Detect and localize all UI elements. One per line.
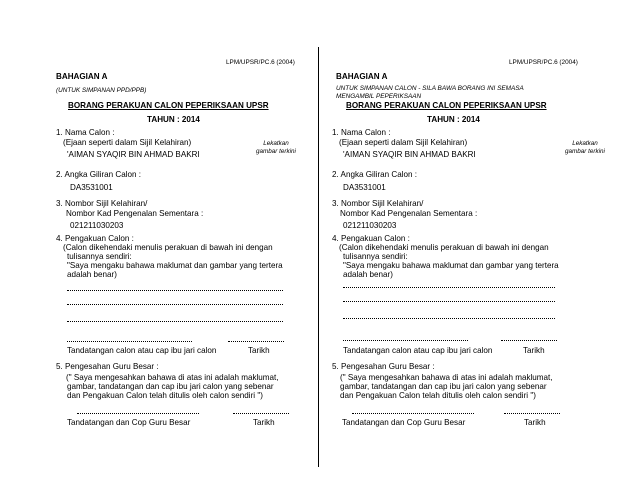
candidate-name-label: 1. Nama Calon : — [332, 128, 391, 137]
birth-cert-label-2: Nombor Kad Pengenalan Sementara : — [340, 209, 478, 218]
candidate-name-value: 'AIMAN SYAQIR BIN AHMAD BAKRI — [343, 150, 476, 159]
declaration-instruction: tulisannya sendiri: — [67, 252, 132, 261]
index-number-label: 2. Angka Giliran Calon : — [56, 170, 142, 179]
candidate-name-note: (Ejaan seperti dalam Sijil Kelahiran) — [339, 138, 468, 147]
photo-placeholder-line: gambar terkini — [256, 148, 296, 155]
candidate-date-line[interactable] — [501, 340, 557, 341]
declaration-writing-line[interactable] — [67, 304, 283, 305]
form-ppd-copy — [0, 0, 310, 493]
exam-year: TAHUN : 2014 — [147, 115, 200, 124]
birth-cert-label-2: Nombor Kad Pengenalan Sementara : — [66, 209, 204, 218]
purpose-note: UNTUK SIMPANAN CALON - SILA BAWA BORANG INI SEMASA — [336, 85, 524, 92]
candidate-name-label: 1. Nama Calon : — [56, 128, 115, 137]
headmaster-date-line[interactable] — [233, 413, 289, 414]
verification-text: (" Saya mengesahkan bahawa di atas ini adalah maklumat, — [66, 373, 279, 382]
candidate-name-note: (Ejaan seperti dalam Sijil Kelahiran) — [63, 138, 192, 147]
declaration-writing-line[interactable] — [343, 318, 555, 319]
headmaster-signature-line[interactable] — [77, 413, 199, 414]
page-divider — [318, 47, 319, 467]
declaration-instruction: tulisannya sendiri: — [343, 252, 408, 261]
declaration-instruction: "Saya mengaku bahawa maklumat dan gambar yang tertera — [343, 261, 559, 270]
purpose-note: (UNTUK SIMPANAN PPD/PPB) — [56, 87, 147, 94]
declaration-writing-line[interactable] — [67, 321, 283, 322]
index-number-value: DA3531001 — [343, 183, 386, 192]
headmaster-verification-label: 5. Pengesahan Guru Besar : — [332, 362, 435, 371]
verification-text: gambar, tandatangan dan cap ibu jari calon yang sebenar — [340, 382, 547, 391]
headmaster-signature-caption: Tandatangan dan Cop Guru Besar — [67, 418, 191, 427]
candidate-signature-caption: Tandatangan calon atau cap ibu jari calon — [343, 346, 493, 355]
candidate-signature-line[interactable] — [343, 340, 468, 341]
purpose-note: MENGAMBIL PEPERIKSAAN — [336, 93, 422, 100]
exam-year: TAHUN : 2014 — [427, 115, 480, 124]
candidate-declaration-label: 4. Pengakuan Calon : — [56, 234, 134, 243]
declaration-instruction: "Saya mengaku bahawa maklumat dan gambar yang tertera — [67, 261, 283, 270]
headmaster-signature-line[interactable] — [352, 413, 474, 414]
index-number-value: DA3531001 — [70, 183, 113, 192]
verification-text: dan Pengakuan Calon telah ditulis oleh calon sendiri ") — [340, 391, 536, 400]
birth-cert-label: 3. Nombor Sijil Kelahiran/ — [56, 199, 148, 208]
headmaster-signature-caption: Tandatangan dan Cop Guru Besar — [342, 418, 466, 427]
form-code: LPM/UPSR/PC.6 (2004) — [226, 59, 295, 66]
candidate-signature-caption: Tandatangan calon atau cap ibu jari calon — [67, 346, 217, 355]
index-number-label: 2. Angka Giliran Calon : — [332, 170, 418, 179]
headmaster-date-caption: Tarikh — [253, 418, 275, 427]
form-title: BORANG PERAKUAN CALON PEPERIKSAAN UPSR — [68, 101, 269, 110]
declaration-writing-line[interactable] — [67, 290, 283, 291]
declaration-instruction: adalah benar) — [343, 270, 393, 279]
form-candidate-copy — [321, 0, 631, 493]
candidate-declaration-label: 4. Pengakuan Calon : — [332, 234, 410, 243]
birth-cert-value: 021211030203 — [70, 221, 124, 230]
form-code: LPM/UPSR/PC.6 (2004) — [509, 59, 578, 66]
section-heading: BAHAGIAN A — [56, 72, 108, 81]
candidate-name-value: 'AIMAN SYAQIR BIN AHMAD BAKRI — [67, 150, 200, 159]
headmaster-verification-label: 5. Pengesahan Guru Besar : — [56, 362, 159, 371]
photo-placeholder — [252, 140, 300, 168]
declaration-instruction: (Calon dikehendaki menulis perakuan di bawah ini dengan — [63, 243, 273, 252]
candidate-date-caption: Tarikh — [248, 346, 270, 355]
declaration-writing-line[interactable] — [343, 301, 555, 302]
candidate-date-line[interactable] — [228, 341, 284, 342]
headmaster-date-caption: Tarikh — [524, 418, 546, 427]
photo-placeholder-line: Lekatkan — [572, 140, 598, 147]
birth-cert-label: 3. Nombor Sijil Kelahiran/ — [332, 199, 424, 208]
section-heading: BAHAGIAN A — [336, 72, 388, 81]
candidate-signature-line[interactable] — [67, 341, 192, 342]
birth-cert-value: 021211030203 — [343, 221, 397, 230]
verification-text: (" Saya mengesahkan bahawa di atas ini adalah maklumat, — [340, 373, 553, 382]
declaration-instruction: (Calon dikehendaki menulis perakuan di bawah ini dengan — [339, 243, 549, 252]
candidate-date-caption: Tarikh — [523, 346, 545, 355]
verification-text: dan Pengakuan Calon telah ditulis oleh calon sendiri ") — [67, 391, 263, 400]
declaration-instruction: adalah benar) — [67, 270, 117, 279]
headmaster-date-line[interactable] — [504, 413, 560, 414]
photo-placeholder-line: gambar terkini — [565, 148, 605, 155]
photo-placeholder — [561, 140, 609, 168]
declaration-writing-line[interactable] — [343, 287, 555, 288]
photo-placeholder-line: Lekatkan — [263, 140, 289, 147]
verification-text: gambar, tandatangan dan cap ibu jari calon yang sebenar — [67, 382, 274, 391]
form-title: BORANG PERAKUAN CALON PEPERIKSAAN UPSR — [346, 101, 547, 110]
